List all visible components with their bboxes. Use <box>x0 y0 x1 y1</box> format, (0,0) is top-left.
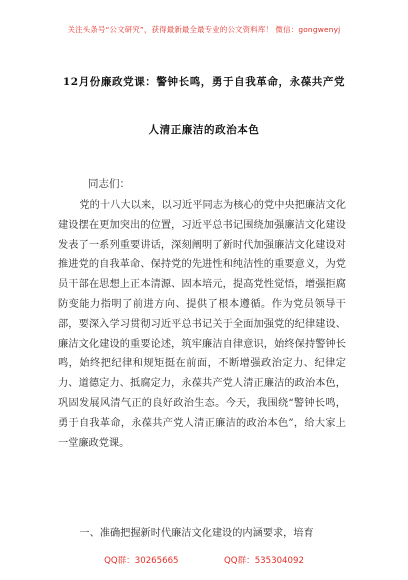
greeting: 同志们： <box>88 178 130 190</box>
footer-qq-group-1: QQ群：30265665 <box>104 556 179 566</box>
body-paragraph: 党的十八大以来，以习近平同志为核心的党中央把廉洁文化建设摆在更加突出的位置，习近平总书记围绕加强廉洁文化建设发表了一系列重要讲话，深刻阐明了新时代加强廉洁文化建设对推进党的自我革命、保持党的先进性和纯洁性的重要意义，为党员干部在思想上正本清源、固本培元，提高党性觉悟，增强拒腐防变能力指明了前进方向、提供了根本遵循。作为党员领导干部，要深入学习贯彻习近平总书记关于全面加强党的纪律建设、廉洁文化建设的重要论述，筑牢廉洁自律意识，始终保持警钟长鸣，始终把纪律和规矩挺在前面，不断增强政治定力、纪律定力、道德定力、抵腐定力，永葆共产党人清正廉洁的政治本色，巩固发展风清气正的良好政治生态。今天，我围绕“警钟长鸣，勇于自我革命，永葆共产党人清正廉洁的政治本色”，给大家上一堂廉政党课。 <box>58 200 346 449</box>
header-banner: 关注头条号“公文研究”，获得最新最全最专业的公文资料库！ 微信：gongwenyj <box>67 25 341 34</box>
document-title-line2: 人清正廉洁的政治本色 <box>148 124 260 136</box>
document-title-line1: 12月份廉政党课：警钟长鸣，勇于自我革命，永葆共产党 <box>62 76 346 88</box>
section-heading-start: 一、准确把握新时代廉洁文化建设的内涵要求，培育 <box>79 528 314 539</box>
footer-contacts <box>0 554 408 566</box>
footer-qq-group-2: QQ群：535304092 <box>224 556 304 566</box>
